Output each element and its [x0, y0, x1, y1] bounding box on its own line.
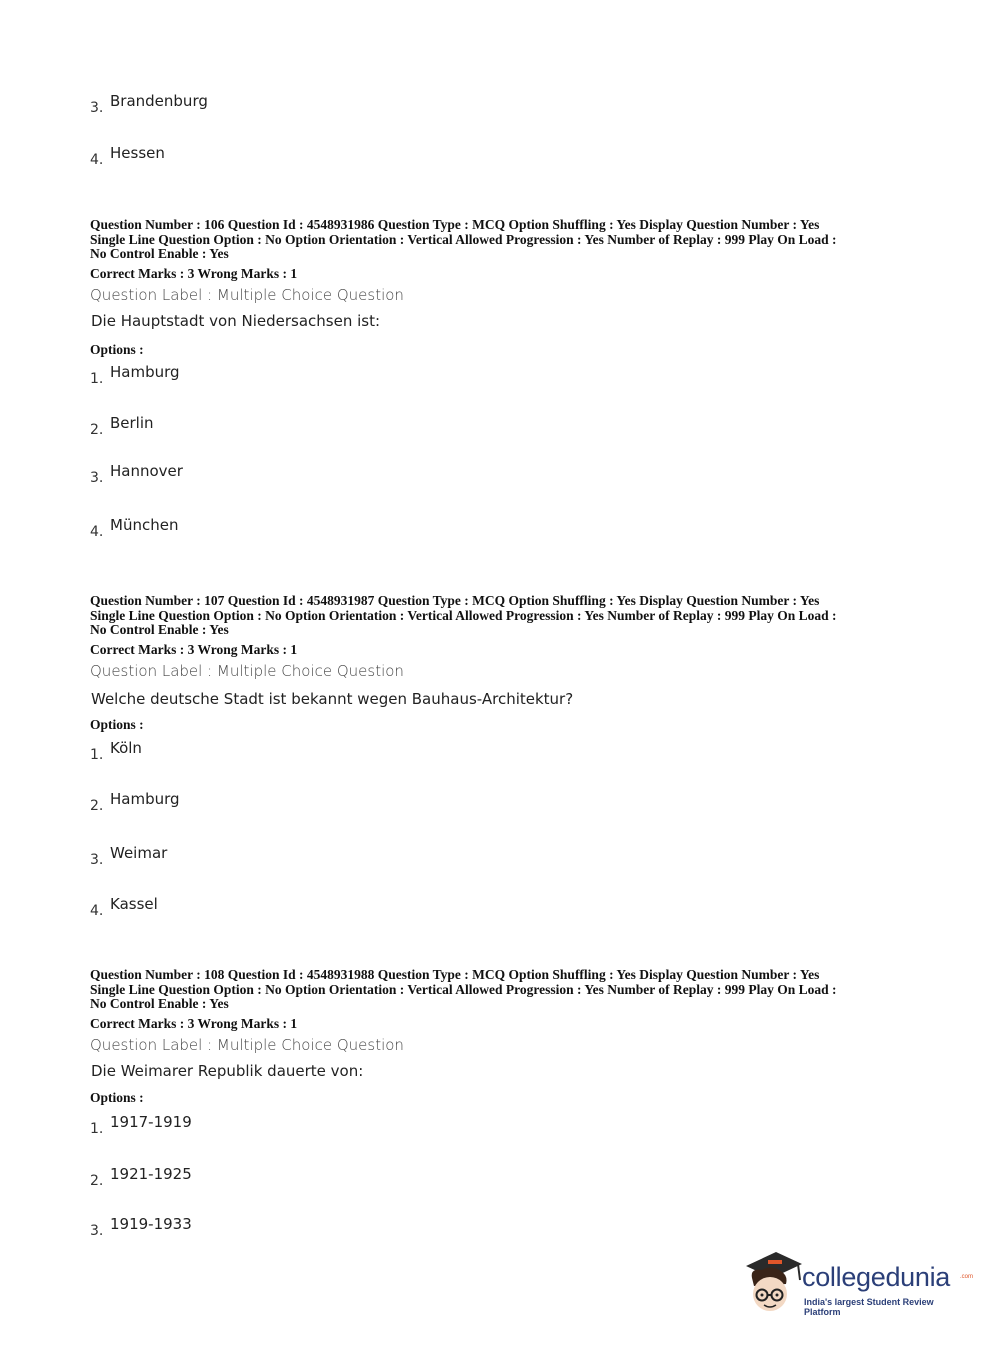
options-label: Options : [90, 342, 144, 357]
option-text: Hannover [110, 462, 183, 480]
metadata-line: Question Number : 108 Question Id : 4548931988 Question Type : MCQ Option Shuffling : Yes Display Question Number : Yes [90, 967, 820, 982]
question-metadata [90, 218, 920, 262]
marks-line: Correct Marks : 3 Wrong Marks : 1 [90, 642, 298, 657]
option-number: 3. [90, 100, 104, 116]
metadata-line: No Control Enable : Yes [90, 996, 229, 1011]
metadata-line: Single Line Question Option : No Option Orientation : Vertical Allowed Progression : Yes Number of Replay : 999 Play On Load : [90, 981, 837, 997]
option-number: 3. [90, 1223, 104, 1239]
option-text: München [110, 516, 179, 534]
collegedunia-logo [742, 1250, 972, 1320]
option-text: Weimar [110, 844, 168, 862]
options-label: Options : [90, 717, 144, 732]
marks-line: Correct Marks : 3 Wrong Marks : 1 [90, 266, 298, 281]
student-mascot-icon [742, 1250, 804, 1316]
option-number: 4. [90, 903, 104, 919]
metadata-line: Single Line Question Option : No Option Orientation : Vertical Allowed Progression : Yes Number of Replay : 999 Play On Load : [90, 231, 837, 247]
question-label: Question Label : Multiple Choice Question [90, 286, 404, 304]
option-number: 4. [90, 524, 104, 540]
question-metadata [90, 968, 920, 1012]
question-text: Die Hauptstadt von Niedersachsen ist: [91, 312, 381, 330]
options-label: Options : [90, 1090, 144, 1105]
option-number: 2. [90, 1173, 104, 1189]
option-number: 1. [90, 371, 104, 387]
question-label: Question Label : Multiple Choice Question [90, 1036, 404, 1054]
question-text: Welche deutsche Stadt ist bekannt wegen Bauhaus-Architektur? [91, 690, 574, 708]
option-text: Berlin [110, 414, 154, 432]
option-number: 1. [90, 747, 104, 763]
option-text: Hamburg [110, 363, 180, 381]
metadata-line: Question Number : 107 Question Id : 4548931987 Question Type : MCQ Option Shuffling : Yes Display Question Number : Yes [90, 593, 820, 608]
metadata-line: Question Number : 106 Question Id : 4548931986 Question Type : MCQ Option Shuffling : Yes Display Question Number : Yes [90, 217, 820, 232]
option-text: 1921-1925 [110, 1165, 192, 1183]
option-text: Köln [110, 739, 142, 757]
option-number: 4. [90, 152, 104, 168]
question-text: Die Weimarer Republik dauerte von: [91, 1062, 364, 1080]
option-text: Brandenburg [110, 92, 208, 110]
metadata-line: No Control Enable : Yes [90, 246, 229, 261]
option-text: Hamburg [110, 790, 180, 808]
metadata-line: Single Line Question Option : No Option Orientation : Vertical Allowed Progression : Yes Number of Replay : 999 Play On Load : [90, 607, 837, 623]
option-number: 1. [90, 1121, 104, 1137]
logo-tagline: India's largest Student Review Platform [804, 1297, 934, 1317]
option-number: 2. [90, 798, 104, 814]
option-number: 2. [90, 422, 104, 438]
option-text: 1917-1919 [110, 1113, 192, 1131]
option-text: 1919-1933 [110, 1215, 192, 1233]
question-label: Question Label : Multiple Choice Question [90, 662, 404, 680]
option-number: 3. [90, 852, 104, 868]
logo-wordmark: collegedunia [802, 1262, 951, 1292]
option-number: 3. [90, 470, 104, 486]
option-text: Kassel [110, 895, 158, 913]
metadata-line: No Control Enable : Yes [90, 622, 229, 637]
option-text: Hessen [110, 144, 165, 162]
logo-domain-suffix: .com [960, 1274, 974, 1280]
marks-line: Correct Marks : 3 Wrong Marks : 1 [90, 1016, 298, 1031]
question-metadata [90, 594, 920, 638]
